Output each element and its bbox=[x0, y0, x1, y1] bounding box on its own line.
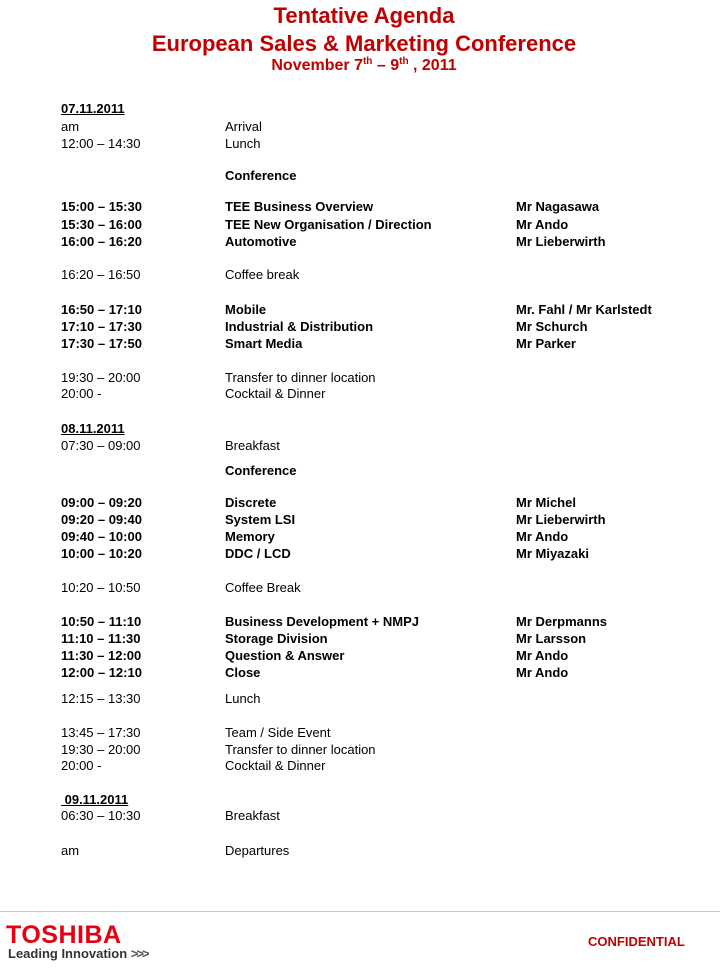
row-speaker: Mr Parker bbox=[516, 336, 576, 351]
row-activity: Cocktail & Dinner bbox=[225, 758, 326, 773]
row-time: 10:00 – 10:20 bbox=[61, 546, 142, 561]
row-time: 19:30 – 20:00 bbox=[61, 742, 141, 757]
toshiba-logo: TOSHIBA bbox=[6, 921, 122, 949]
day-date-2: 08.11.2011 bbox=[61, 421, 125, 436]
row-activity: Coffee Break bbox=[225, 580, 301, 595]
row-activity: Breakfast bbox=[225, 438, 280, 453]
row-time: 15:00 – 15:30 bbox=[61, 199, 142, 214]
row-time: 20:00 - bbox=[61, 386, 102, 401]
row-time: 09:20 – 09:40 bbox=[61, 512, 142, 527]
row-activity: Close bbox=[225, 665, 261, 680]
row-speaker: Mr Lieberwirth bbox=[516, 512, 606, 527]
row-activity: Breakfast bbox=[225, 808, 280, 823]
footer-divider bbox=[0, 911, 720, 912]
row-time: 06:30 – 10:30 bbox=[61, 808, 141, 823]
row-speaker: Mr Derpmanns bbox=[516, 614, 608, 629]
row-activity: Transfer to dinner location bbox=[225, 742, 376, 757]
row-time: 09:40 – 10:00 bbox=[61, 529, 142, 544]
row-activity: Business Development + NMPJ bbox=[225, 614, 419, 629]
row-speaker: Mr Schurch bbox=[516, 319, 588, 334]
row-activity: Coffee break bbox=[225, 267, 300, 282]
row-speaker: Mr Miyazaki bbox=[516, 546, 589, 561]
row-activity: Discrete bbox=[225, 495, 277, 510]
row-time: am bbox=[61, 843, 80, 858]
row-time: 11:30 – 12:00 bbox=[61, 648, 142, 663]
row-time: 12:00 – 14:30 bbox=[61, 136, 141, 151]
row-activity: Mobile bbox=[225, 302, 267, 317]
row-activity: Industrial & Distribution bbox=[225, 319, 374, 334]
row-activity: Smart Media bbox=[225, 336, 303, 351]
row-activity: Storage Division bbox=[225, 631, 328, 646]
arrows-icon: >>> bbox=[130, 946, 148, 961]
row-time: 13:45 – 17:30 bbox=[61, 725, 141, 740]
row-time: 19:30 – 20:00 bbox=[61, 370, 141, 385]
row-time: 17:10 – 17:30 bbox=[61, 319, 142, 334]
row-time: 07:30 – 09:00 bbox=[61, 438, 141, 453]
row-time: 11:10 – 11:30 bbox=[61, 631, 141, 646]
row-activity: TEE Business Overview bbox=[225, 199, 374, 214]
confidential-label: CONFIDENTIAL bbox=[588, 934, 685, 949]
row-activity: Arrival bbox=[225, 119, 262, 134]
row-activity: Team / Side Event bbox=[225, 725, 331, 740]
row-speaker: Mr Ando bbox=[516, 529, 569, 544]
row-time: 10:20 – 10:50 bbox=[61, 580, 141, 595]
row-time: 16:20 – 16:50 bbox=[61, 267, 141, 282]
section-heading-conference: Conference bbox=[225, 463, 297, 478]
row-speaker: Mr Ando bbox=[516, 217, 569, 232]
row-speaker: Mr Ando bbox=[516, 665, 569, 680]
row-activity: Transfer to dinner location bbox=[225, 370, 376, 385]
conference-dates: November 7th – 9th , 2011 bbox=[271, 56, 457, 74]
row-activity: Lunch bbox=[225, 691, 261, 706]
row-activity: Automotive bbox=[225, 234, 297, 249]
row-speaker: Mr Lieberwirth bbox=[516, 234, 606, 249]
tagline: Leading Innovation >>> bbox=[8, 946, 148, 961]
row-activity: Lunch bbox=[225, 136, 261, 151]
row-time: 12:00 – 12:10 bbox=[61, 665, 142, 680]
conference-subtitle: European Sales & Marketing Conference bbox=[151, 31, 577, 56]
row-speaker: Mr Michel bbox=[516, 495, 576, 510]
row-time: 12:15 – 13:30 bbox=[61, 691, 141, 706]
row-time: 17:30 – 17:50 bbox=[61, 336, 142, 351]
row-time: 20:00 - bbox=[61, 758, 102, 773]
row-activity: DDC / LCD bbox=[225, 546, 291, 561]
day-date-1: 07.11.2011 bbox=[61, 101, 125, 116]
row-activity: TEE New Organisation / Direction bbox=[225, 217, 432, 232]
row-time: 16:50 – 17:10 bbox=[61, 302, 142, 317]
row-activity: Cocktail & Dinner bbox=[225, 386, 326, 401]
row-speaker: Mr. Fahl / Mr Karlstedt bbox=[516, 302, 652, 317]
row-time: am bbox=[61, 119, 80, 134]
row-time: 15:30 – 16:00 bbox=[61, 217, 142, 232]
row-time: 16:00 – 16:20 bbox=[61, 234, 142, 249]
row-activity: Departures bbox=[225, 843, 290, 858]
day-date-3: 09.11.2011 bbox=[61, 792, 129, 807]
row-time: 10:50 – 11:10 bbox=[61, 614, 142, 629]
agenda-title: Tentative Agenda bbox=[273, 3, 455, 28]
row-activity: Question & Answer bbox=[225, 648, 345, 663]
row-speaker: Mr Nagasawa bbox=[516, 199, 600, 214]
row-speaker: Mr Larsson bbox=[516, 631, 587, 646]
section-heading-conference: Conference bbox=[225, 168, 297, 183]
row-activity: System LSI bbox=[225, 512, 296, 527]
row-speaker: Mr Ando bbox=[516, 648, 569, 663]
row-activity: Memory bbox=[225, 529, 275, 544]
row-time: 09:00 – 09:20 bbox=[61, 495, 142, 510]
